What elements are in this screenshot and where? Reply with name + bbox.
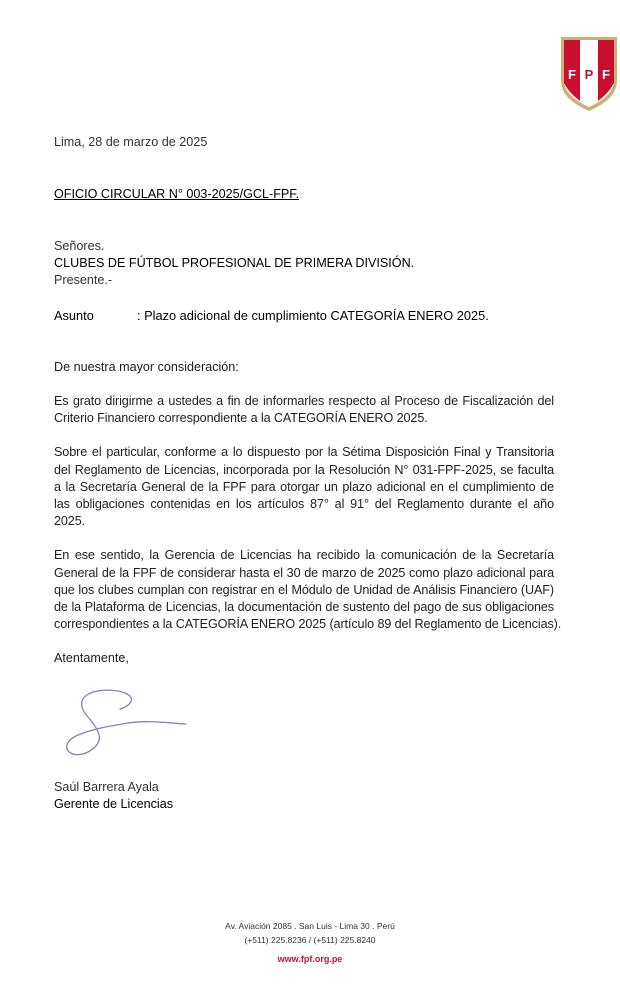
paragraph-line: Criterio Financiero correspondiente a la CATEGORÍA ENERO 2025. [54, 411, 428, 426]
paragraph-line: General de la FPF de considerar hasta el 30 de marzo de 2025 como plazo adicional para [54, 565, 554, 580]
letter-date: Lima, 28 de marzo de 2025 [54, 135, 208, 149]
svg-text:F: F [602, 67, 610, 82]
signature-area [54, 667, 564, 779]
paragraph-2 [54, 444, 554, 530]
greeting: De nuestra mayor consideración: [54, 360, 239, 374]
paragraph-line: de la Plataforma de Licencias, la documentación de sustento del pago de sus obligaciones [54, 600, 554, 615]
footer-phones: (+511) 225.8236 / (+511) 225.8240 [244, 935, 376, 945]
subject-label: Asunto [54, 308, 94, 323]
footer-website-wrap [0, 947, 620, 967]
paragraph-line: correspondientes a la CATEGORÍA ENERO 2025 (artículo 89 del Reglamento de Licencias). [54, 617, 562, 632]
letter-reference: OFICIO CIRCULAR N° 003-2025/GCL-FPF. [54, 187, 300, 201]
paragraph-line: En ese sentido, la Gerencia de Licencias ha recibido la comunicación de la Secretaría [54, 548, 554, 563]
paragraph-line: las obligaciones contenidas en los artículos 87° al 91° del Reglamento durante el año [54, 497, 554, 512]
paragraph-line: a la Secretaría General de la FPF para otorgar un plazo adicional en el cumplimiento de [54, 479, 554, 494]
handwritten-signature [58, 687, 188, 762]
subject-text: : Plazo adicional de cumplimiento CATEGORÍA ENERO 2025. [137, 308, 489, 323]
closing: Atentamente, [54, 651, 129, 666]
paragraph-1 [54, 393, 554, 427]
paragraph-line: que los clubes cumplan con registrar en el Módulo de Unidad de Análisis Financiero (UAF) [54, 582, 554, 597]
presente: Presente.- [54, 273, 113, 287]
svg-text:F: F [568, 67, 576, 82]
signer-title: Gerente de Licencias [54, 797, 174, 812]
paragraph-line: Sobre el particular, conforme a lo dispuesto por la Sétima Disposición Final y Transitoria [54, 445, 554, 460]
subject-row [54, 307, 564, 324]
recipient: CLUBES DE FÚTBOL PROFESIONAL DE PRIMERA DIVISIÓN. [54, 256, 415, 270]
paragraph-line: Es grato dirigirme a ustedes a fin de informarles respecto al Proceso de Fiscalización del [54, 394, 554, 408]
paragraph-3 [54, 547, 562, 633]
fpf-shield-logo [558, 33, 620, 113]
footer [0, 919, 620, 967]
paragraph-line: del Reglamento de Licencias, incorporada por la Resolución N° 031-FPF-2025, se faculta [54, 462, 554, 477]
signer-name: Saúl Barrera Ayala [54, 780, 159, 795]
paragraph-line: 2025. [54, 514, 86, 529]
salutation: Señores. [54, 239, 105, 253]
footer-address: Av. Aviación 2085 . San Luis - Lima 30 . Perú [225, 921, 395, 931]
svg-text:P: P [584, 67, 594, 82]
footer-website-link[interactable]: www.fpf.org.pe [277, 954, 343, 964]
